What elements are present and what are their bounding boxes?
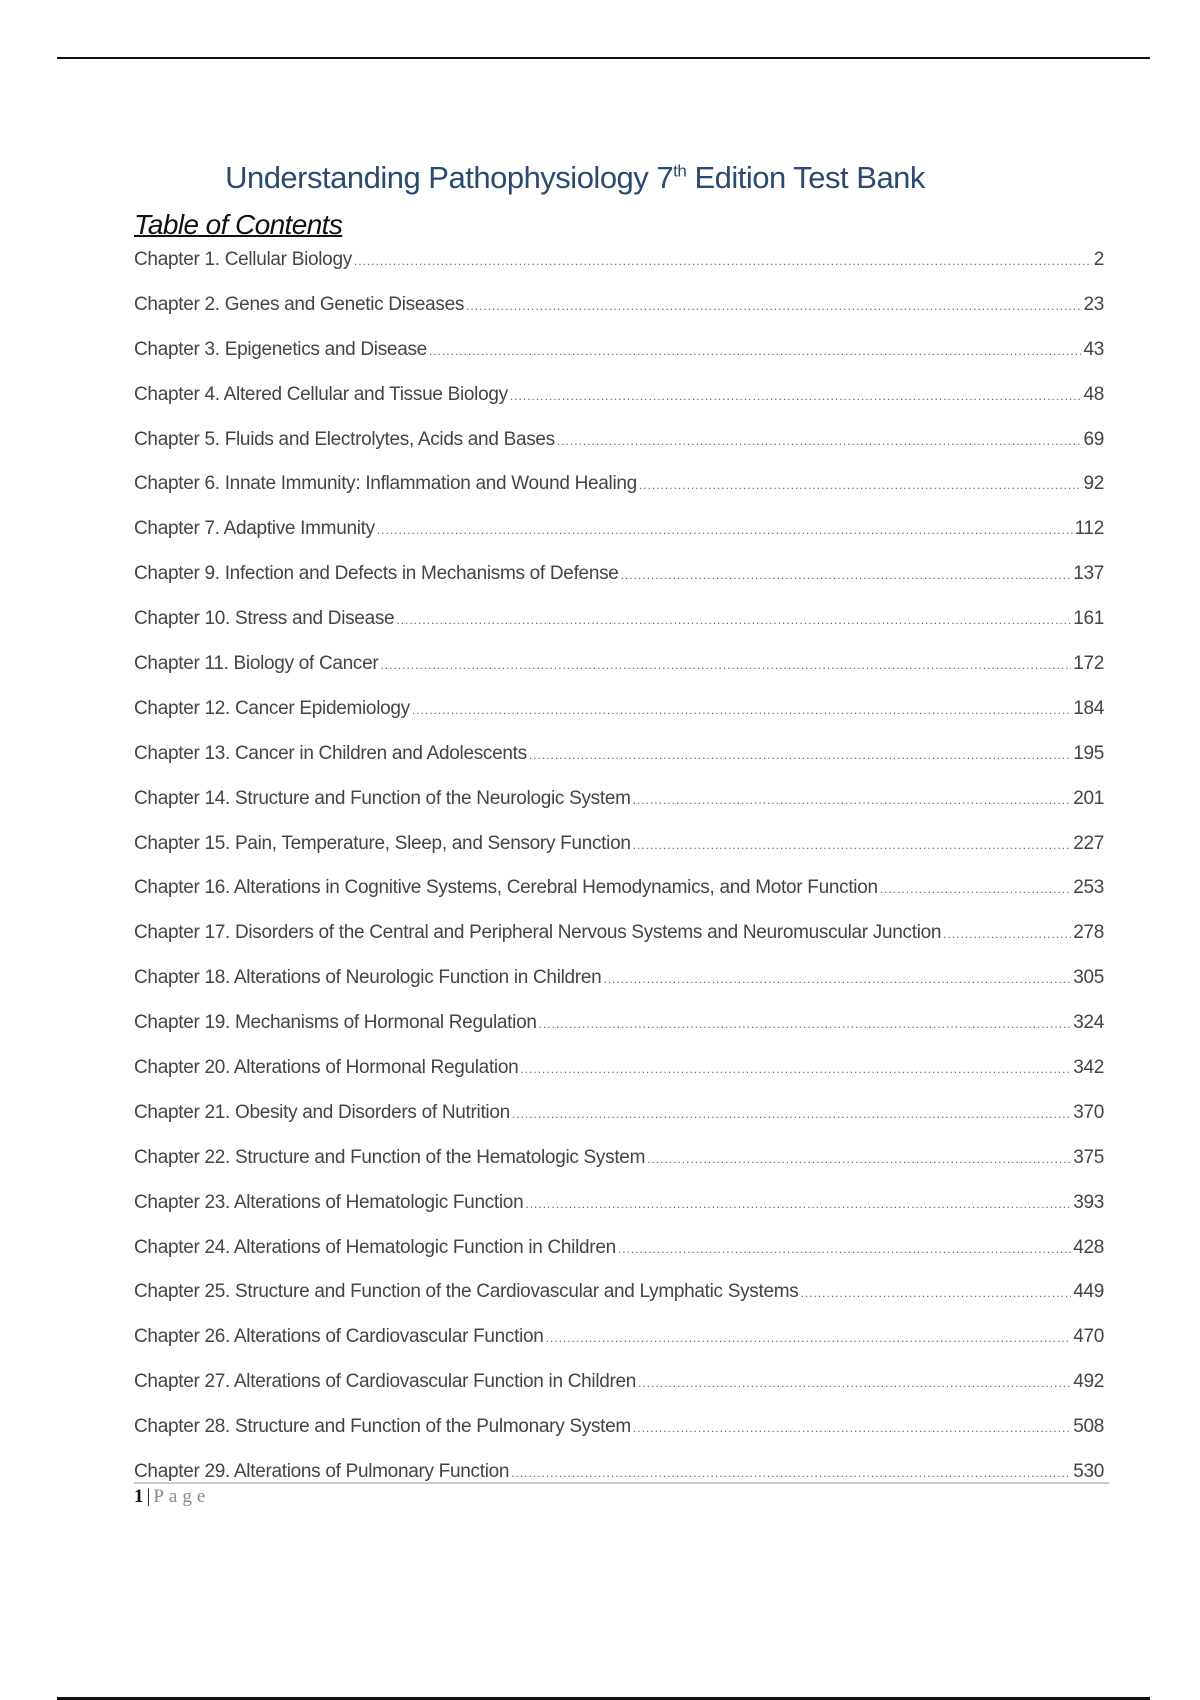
toc-entry[interactable] <box>134 967 1104 1012</box>
toc-entry[interactable] <box>134 1237 1104 1282</box>
toc-entry-page: 375 <box>1073 1146 1104 1168</box>
toc-entry-page: 2 <box>1093 249 1104 270</box>
toc-entry-page: 195 <box>1073 742 1104 764</box>
toc-entry[interactable] <box>134 294 1104 339</box>
toc-entry-label: Chapter 18. Alterations of Neurologic Function in Children <box>134 967 602 989</box>
toc-entry[interactable] <box>134 1012 1104 1057</box>
toc-entry-page: 305 <box>1073 967 1104 989</box>
toc-entry-page: 201 <box>1073 787 1104 809</box>
dot-leader <box>396 613 1071 627</box>
toc-entry-label: Chapter 10. Stress and Disease <box>134 608 395 630</box>
toc-entry-label: Chapter 1. Cellular Biology <box>134 249 352 270</box>
toc-entry-label: Chapter 14. Structure and Function of the Neurologic System <box>134 787 631 809</box>
toc-entry[interactable] <box>134 653 1104 698</box>
toc-entry-label: Chapter 3. Epigenetics and Disease <box>134 338 427 360</box>
toc-entry-label: Chapter 29. Alterations of Pulmonary Function <box>134 1461 510 1483</box>
toc-entry[interactable] <box>134 384 1104 429</box>
toc-entry-page: 92 <box>1083 473 1104 495</box>
title-main: Understanding Pathophysiology 7 <box>225 160 674 195</box>
toc-entry[interactable] <box>134 1147 1104 1192</box>
dot-leader <box>539 1017 1072 1031</box>
toc-entry-label: Chapter 26. Alterations of Cardiovascular Function <box>134 1326 544 1348</box>
toc-entry[interactable] <box>134 698 1104 743</box>
title-superscript: th <box>673 161 687 181</box>
toc-entry[interactable] <box>134 788 1104 833</box>
toc-entry-label: Chapter 19. Mechanisms of Hormonal Regulation <box>134 1012 537 1034</box>
toc-entry-page: 69 <box>1083 428 1104 450</box>
dot-leader <box>520 1062 1071 1076</box>
dot-leader <box>380 658 1071 672</box>
title-rest: Edition Test Bank <box>686 160 925 195</box>
toc-entry-label: Chapter 4. Altered Cellular and Tissue Biology <box>134 383 508 405</box>
dot-leader <box>510 389 1082 403</box>
toc-entry[interactable] <box>134 833 1104 878</box>
dot-leader <box>880 882 1071 896</box>
dot-leader <box>354 254 1092 268</box>
toc-entry-label: Chapter 12. Cancer Epidemiology <box>134 697 410 719</box>
dot-leader <box>638 1376 1071 1390</box>
dot-leader <box>511 1466 1071 1480</box>
toc-entry[interactable] <box>134 429 1104 474</box>
toc-entry-page: 393 <box>1073 1191 1104 1213</box>
toc-entry-label: Chapter 2. Genes and Genetic Diseases <box>134 293 465 315</box>
dot-leader <box>603 972 1071 986</box>
toc-entry-page: 370 <box>1073 1101 1104 1123</box>
toc-entry-page: 161 <box>1073 608 1104 630</box>
toc-entry[interactable] <box>134 608 1104 653</box>
toc-entry-page: 253 <box>1073 877 1104 899</box>
toc-entry-label: Chapter 7. Adaptive Immunity <box>134 518 375 540</box>
document-title <box>0 160 1150 196</box>
toc-entry-page: 172 <box>1073 653 1104 675</box>
toc-entry-page: 342 <box>1073 1057 1104 1079</box>
toc-entry-label: Chapter 17. Disorders of the Central and Peripheral Nervous Systems and Neuromuscular Junction <box>134 922 942 944</box>
dot-leader <box>557 434 1082 448</box>
toc-entry-label: Chapter 5. Fluids and Electrolytes, Acids and Bases <box>134 428 555 450</box>
toc-entry[interactable] <box>134 1326 1104 1371</box>
toc-entry[interactable] <box>134 1057 1104 1102</box>
page-footer <box>134 1486 210 1508</box>
toc-entry[interactable] <box>134 473 1104 518</box>
toc-entry[interactable] <box>134 1416 1104 1461</box>
toc-entry-page: 23 <box>1083 293 1104 315</box>
toc-entry-page: 184 <box>1073 697 1104 719</box>
toc-entry[interactable] <box>134 877 1104 922</box>
toc-entry-label: Chapter 11. Biology of Cancer <box>134 653 379 675</box>
toc-entry-page: 324 <box>1073 1012 1104 1034</box>
page-word: Page <box>153 1486 211 1507</box>
toc-entry[interactable] <box>134 339 1104 384</box>
toc-entry[interactable] <box>134 743 1104 788</box>
dot-leader <box>429 344 1082 358</box>
dot-leader <box>412 703 1071 717</box>
dot-leader <box>633 793 1072 807</box>
toc-entry-page: 112 <box>1074 518 1104 540</box>
toc-entry-page: 48 <box>1083 383 1104 405</box>
toc-entry-label: Chapter 21. Obesity and Disorders of Nutrition <box>134 1101 510 1123</box>
dot-leader <box>633 838 1072 852</box>
table-of-contents <box>134 249 1104 1506</box>
toc-entry-label: Chapter 23. Alterations of Hematologic Function <box>134 1191 524 1213</box>
toc-entry[interactable] <box>134 1281 1104 1326</box>
toc-entry-label: Chapter 22. Structure and Function of the Hematologic System <box>134 1146 646 1168</box>
toc-entry-page: 428 <box>1073 1236 1104 1258</box>
toc-entry-page: 449 <box>1073 1281 1104 1303</box>
toc-entry[interactable] <box>134 1102 1104 1147</box>
toc-entry[interactable] <box>134 518 1104 563</box>
toc-entry[interactable] <box>134 249 1104 294</box>
dot-leader <box>639 478 1082 492</box>
dot-leader <box>377 523 1073 537</box>
dot-leader <box>546 1331 1072 1345</box>
toc-entry-label: Chapter 13. Cancer in Children and Adolescents <box>134 742 527 764</box>
toc-entry-page: 470 <box>1073 1326 1104 1348</box>
toc-entry[interactable] <box>134 1371 1104 1416</box>
toc-entry-label: Chapter 9. Infection and Defects in Mechanisms of Defense <box>134 563 619 585</box>
dot-leader <box>512 1107 1071 1121</box>
dot-leader <box>800 1286 1071 1300</box>
dot-leader <box>633 1421 1071 1435</box>
page-number: 1 <box>134 1486 144 1507</box>
dot-leader <box>529 748 1071 762</box>
toc-entry-page: 492 <box>1073 1371 1104 1393</box>
dot-leader <box>525 1197 1071 1211</box>
toc-entry-label: Chapter 16. Alterations in Cognitive Systems, Cerebral Hemodynamics, and Motor Function <box>134 877 878 899</box>
toc-entry-page: 278 <box>1073 922 1104 944</box>
toc-entry-label: Chapter 6. Innate Immunity: Inflammation and Wound Healing <box>134 473 637 495</box>
header-rule <box>57 57 1150 59</box>
toc-entry[interactable] <box>134 563 1104 608</box>
dot-leader <box>621 568 1072 582</box>
toc-entry[interactable] <box>134 1192 1104 1237</box>
toc-entry-page: 530 <box>1073 1461 1104 1483</box>
toc-entry-label: Chapter 27. Alterations of Cardiovascular Function in Children <box>134 1371 637 1393</box>
toc-entry-page: 137 <box>1073 563 1104 585</box>
toc-entry-label: Chapter 25. Structure and Function of the Cardiovascular and Lymphatic Systems <box>134 1281 799 1303</box>
toc-heading: Table of Contents <box>134 209 343 240</box>
toc-entry-label: Chapter 15. Pain, Temperature, Sleep, and Sensory Function <box>134 832 631 854</box>
dot-leader <box>618 1242 1071 1256</box>
toc-entry-label: Chapter 24. Alterations of Hematologic Function in Children <box>134 1236 616 1258</box>
dot-leader <box>943 927 1071 941</box>
toc-entry-label: Chapter 28. Structure and Function of the Pulmonary System <box>134 1416 631 1438</box>
dot-leader <box>647 1152 1071 1166</box>
dot-leader <box>466 299 1081 313</box>
toc-entry-page: 508 <box>1073 1416 1104 1438</box>
toc-entry-page: 227 <box>1073 832 1104 854</box>
toc-entry[interactable] <box>134 922 1104 967</box>
footer-separator: | <box>146 1486 151 1507</box>
toc-entry-page: 43 <box>1083 338 1104 360</box>
toc-entry-label: Chapter 20. Alterations of Hormonal Regulation <box>134 1057 519 1079</box>
footer-rule <box>134 1482 1109 1484</box>
